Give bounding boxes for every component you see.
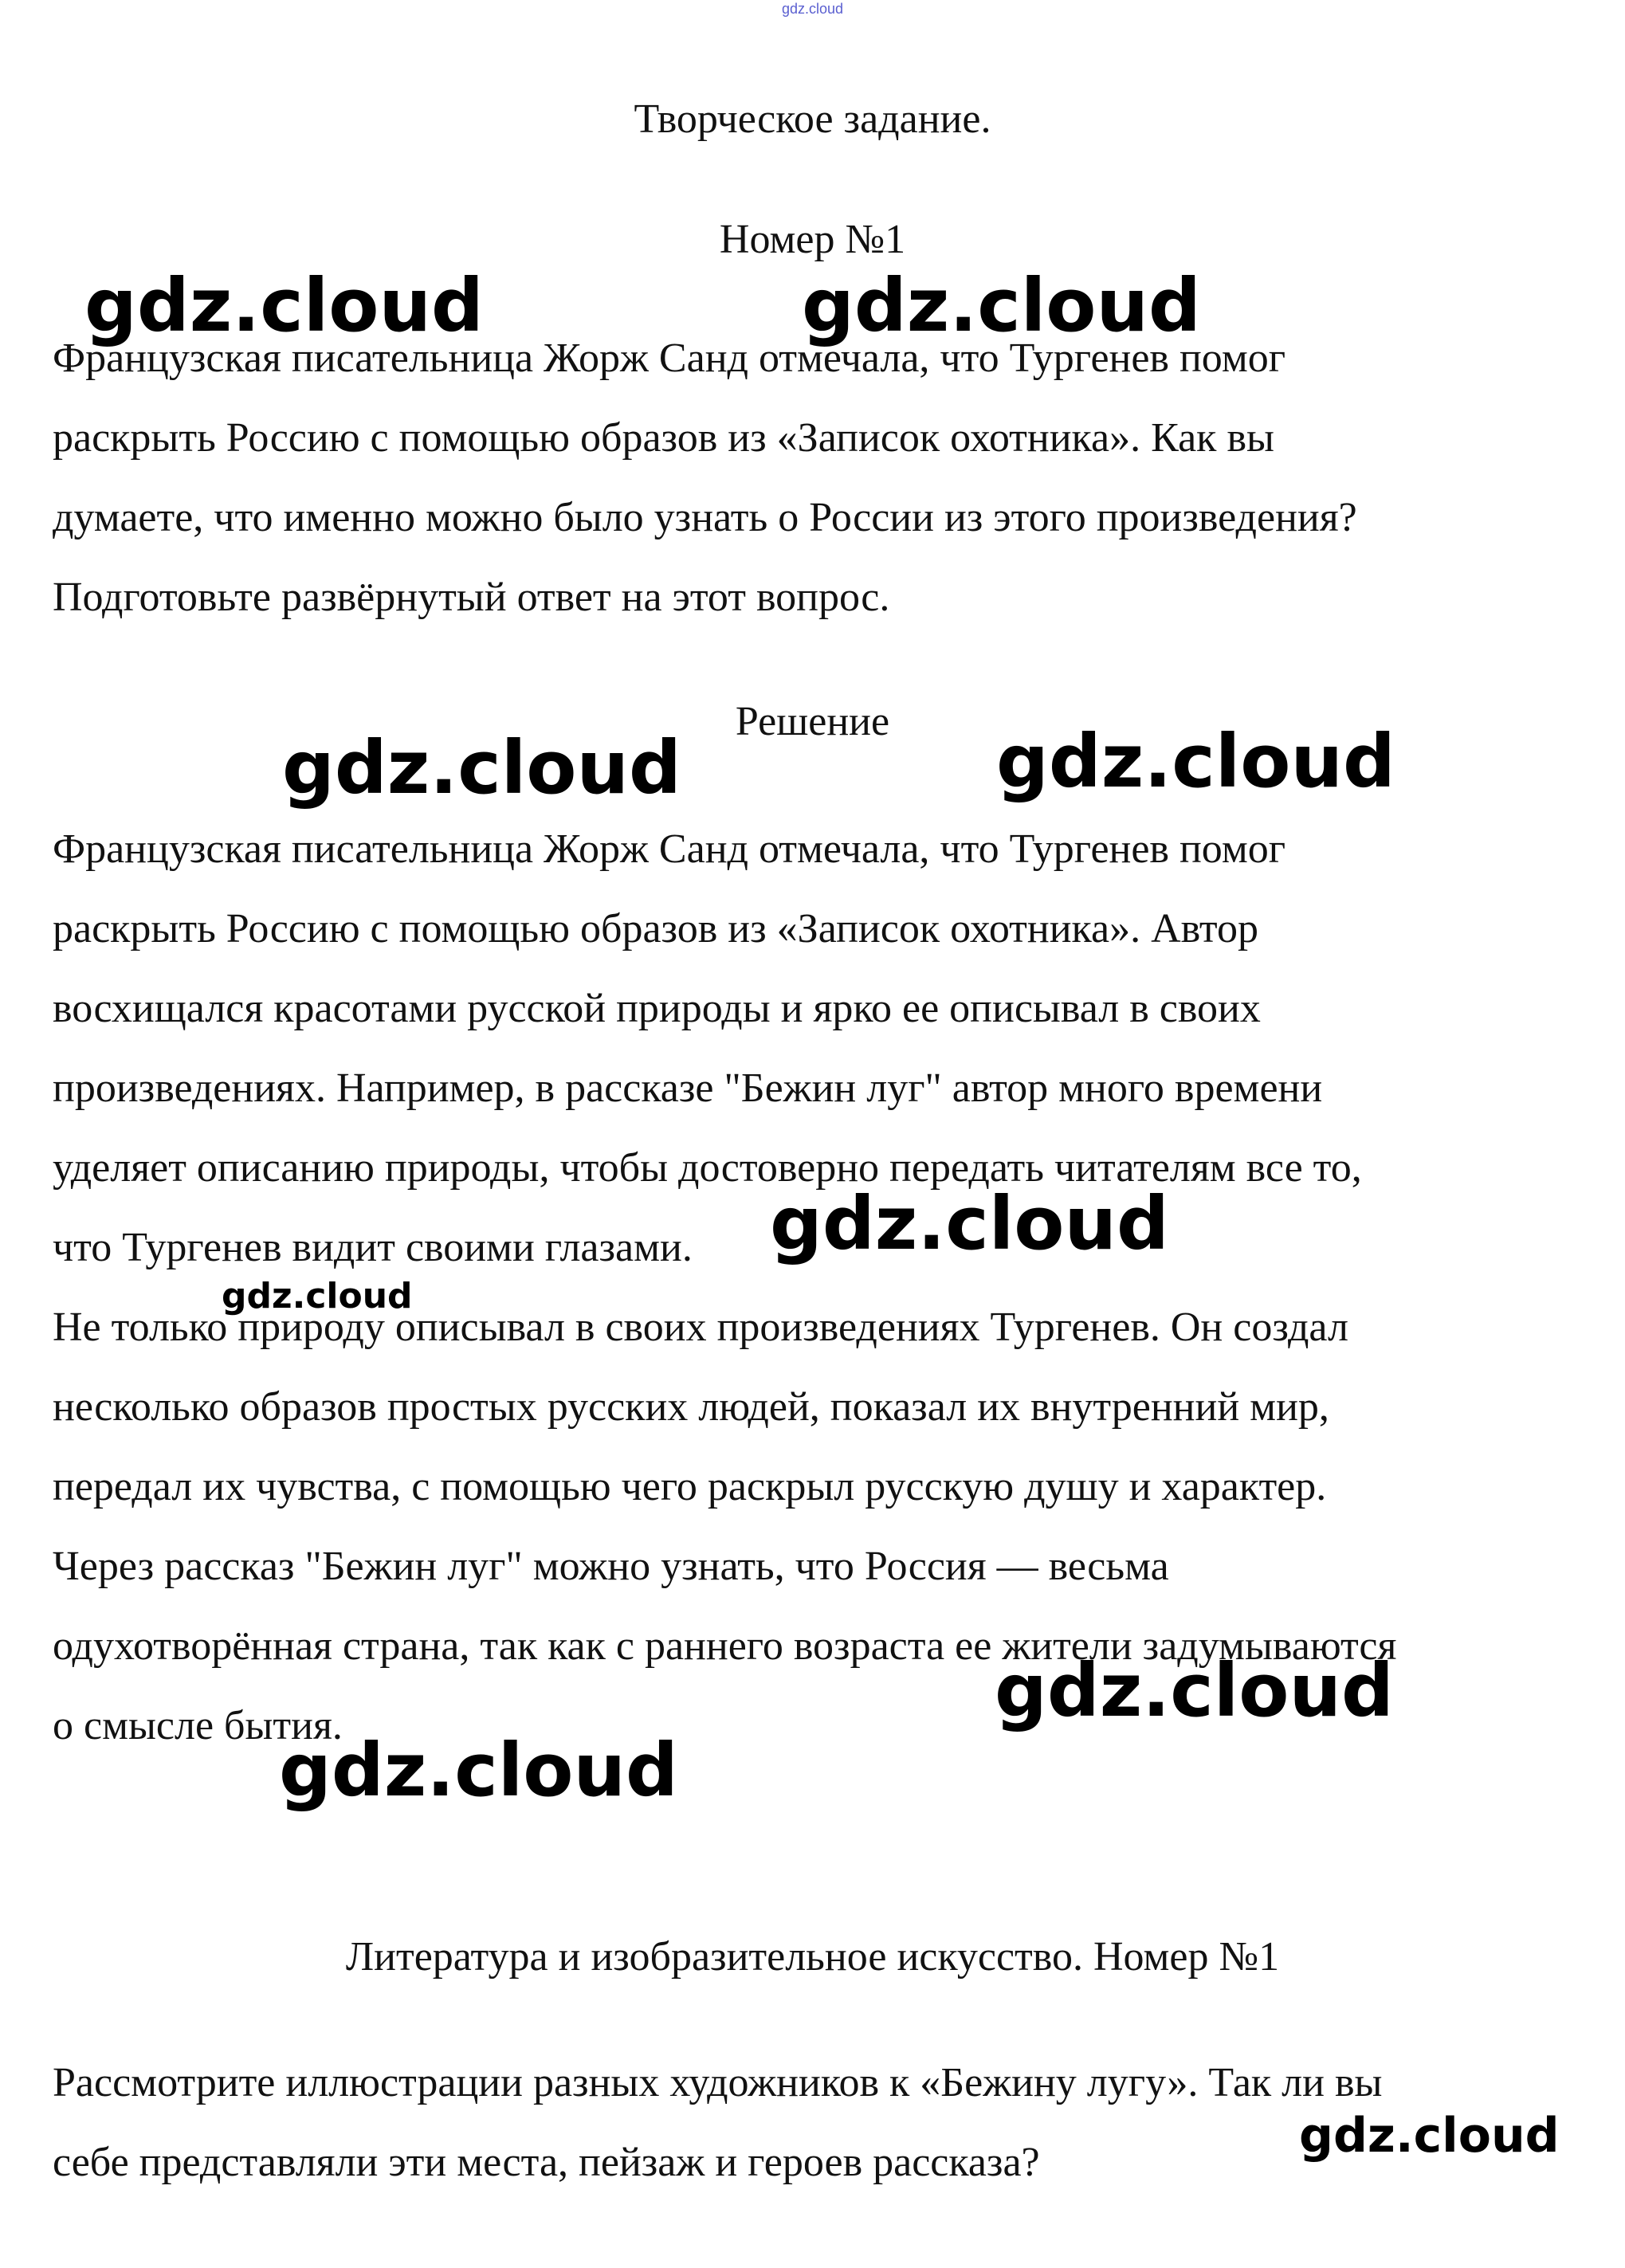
watermark: gdz.cloud [802,263,1201,348]
watermark: gdz.cloud [282,725,681,810]
art-task-line: себе представляли эти места, пейзаж и героев рассказа? [53,2140,1040,2185]
solution-line: несколько образов простых русских людей, показал их внутренний мир, [53,1384,1329,1430]
watermark: gdz.cloud [995,1648,1394,1733]
solution-line: что Тургенев видит своими глазами. [53,1225,693,1270]
task-text [53,319,1591,638]
section-title-art: Литература и изобразительное искусство. Номер №1 [345,1934,1280,1980]
solution-line: Французская писательница Жорж Санд отмечала, что Тургенев помог [53,826,1286,872]
task-line: Подготовьте развёрнутый ответ на этот вопрос. [53,575,890,620]
section-title-creative-task: Творческое задание. [634,96,991,142]
solution-line: одухотворённая страна, так как с раннего возраста ее жители задумываются [53,1623,1397,1669]
watermark: gdz.cloud [84,263,484,348]
task-line: раскрыть Россию с помощью образов из «Записок охотника». Как вы [53,415,1274,461]
watermark: gdz.cloud [770,1181,1169,1266]
top-watermark: gdz.cloud [781,1,844,17]
solution-line: Не только природу описывал в своих произведениях Тургенев. Он создал [53,1305,1348,1350]
watermark: gdz.cloud [222,1276,413,1316]
task-number: Номер №1 [719,217,906,262]
task-line: Французская писательница Жорж Санд отмечала, что Тургенев помог [53,335,1286,381]
watermark: gdz.cloud [279,1728,678,1813]
solution-line: раскрыть Россию с помощью образов из «Записок охотника». Автор [53,906,1258,952]
solution-line: Через рассказ "Бежин луг" можно узнать, что Россия — весьма [53,1544,1169,1589]
solution-line: произведениях. Например, в рассказе "Бежин луг" автор много времени [53,1065,1323,1111]
solution-line: передал их чувства, с помощью чего раскрыл русскую душу и характер. [53,1464,1327,1509]
art-task-line: Рассмотрите иллюстрации разных художников к «Бежину лугу». Так ли вы [53,2060,1383,2105]
solution-line: восхищался красотами русской природы и ярко ее описывал в своих [53,986,1261,1031]
watermark: gdz.cloud [996,719,1395,804]
solution-line: уделяет описанию природы, чтобы достоверно передать читателям все то, [53,1145,1362,1191]
task-line: думаете, что именно можно было узнать о России из этого произведения? [53,495,1357,540]
solution-line: о смысле бытия. [53,1703,343,1748]
watermark: gdz.cloud [1299,2108,1560,2164]
solution-label: Решение [735,699,890,744]
